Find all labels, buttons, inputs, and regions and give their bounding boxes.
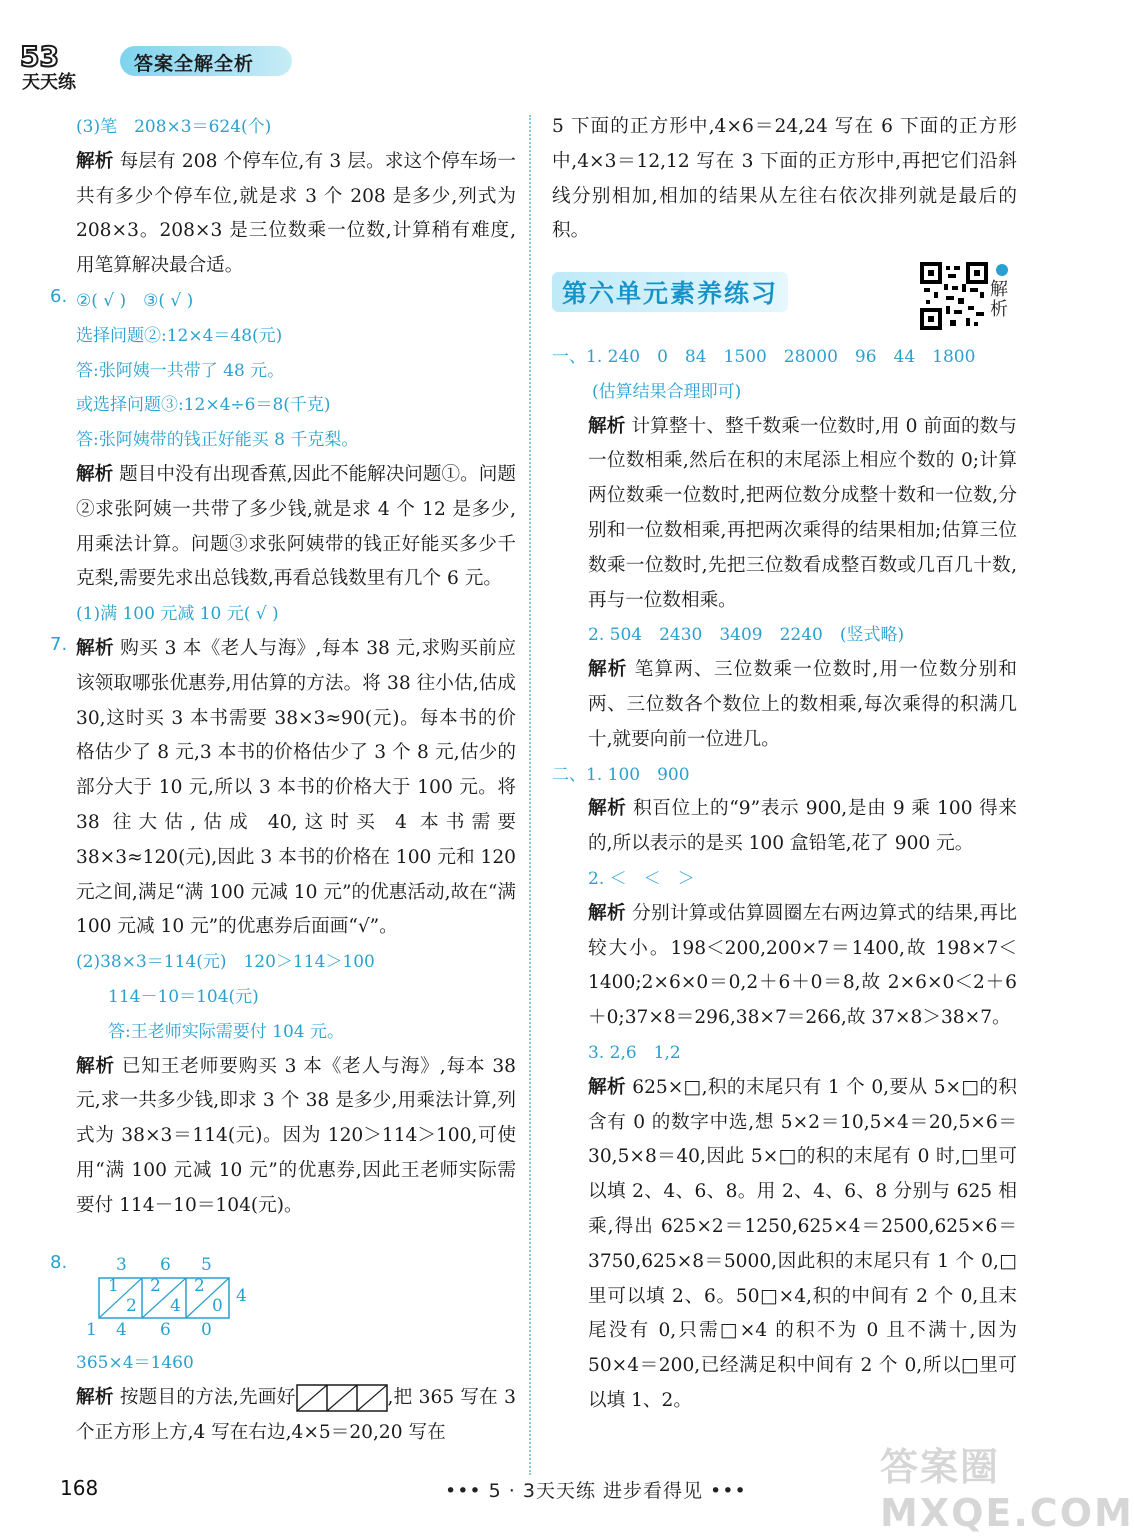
- analysis-label: 解析: [76, 637, 114, 659]
- lattice-cell-digit: 4: [170, 1296, 181, 1316]
- analysis-text: 按题目的方法,先画好: [119, 1386, 296, 1408]
- answer-line: (估算结果合理即可): [592, 381, 742, 402]
- lattice-bottom-digit: 4: [116, 1320, 127, 1340]
- lattice-cell-digit: 1: [108, 1276, 119, 1296]
- q8-block: [76, 1346, 516, 1450]
- lattice-cell-digit: 0: [212, 1296, 223, 1316]
- unit-answers: [552, 340, 1017, 1419]
- analysis-label: 解析: [588, 902, 626, 924]
- analysis-text: 笔算两、三位数乘一位数时,用一位数分别和两、三位数各个数位上的数相乘,每次乘得的积满几十,就要向前一位进几。: [588, 659, 1017, 750]
- watermark: 答案圈 MXQE.COM: [880, 1445, 1134, 1535]
- answer-line: 2. ＜ ＜ ＞: [588, 868, 695, 889]
- lattice-right-digit: 4: [236, 1286, 247, 1306]
- analysis-text: ,把 365 写在 3 个正方形上方,4 写在右边,4×5＝20,20 写在: [76, 1386, 516, 1443]
- analysis-paragraph: [76, 632, 516, 945]
- answer-line: (2)38×3＝114(元) 120＞114＞100: [76, 952, 375, 973]
- s1-body: [552, 410, 1017, 758]
- lattice-bottom-digit: 6: [160, 1320, 171, 1340]
- analysis-text: 625×□,积的末尾只有 1 个 0,要从 5×□的积含有 0 的数字中选,想 5×2＝10,5×4＝20,5×6＝30,5×8＝40,因此 5×□的积的末尾有 0 时,□里可以填 2、4、6、8。用 2、4、6、8 分别与 625 相乘,得出 625×2＝1250,625×4＝2500,625×6＝3750,625×8＝5000,因此积的末尾只有 1 个 0,□里可以填 2、6。50□×4,积的中间有 2 个 0,且末尾没有 0,只需□×4 的积不为 0 且不满十,因为 50×4＝200,已经满足积中间有 2 个 0,所以□里可以填 1、2。: [588, 1076, 1017, 1411]
- question-number: 8.: [50, 1252, 68, 1273]
- answer-line: [76, 284, 516, 319]
- analysis-label: 解析: [588, 1076, 626, 1098]
- lattice-top-digit: 5: [201, 1255, 212, 1275]
- analysis-paragraph: [588, 1071, 1017, 1419]
- play-icon: [996, 264, 1008, 276]
- s1-answer: 240 0 84 1500 28000 96 44 1800: [607, 347, 976, 367]
- answer-line: 选择问题②:12×4＝48(元): [76, 325, 283, 346]
- answer-line: 3. 2,6 1,2: [588, 1042, 681, 1063]
- analysis-text: 每层有 208 个停车位,有 3 层。求这个停车场一共有多少个停车位,就是求 3 个 208 是多少,列式为 208×3。208×3 是三位数乘一位数,计算稍有难度,用笔算解决最合适。: [76, 150, 516, 277]
- qr-code-icon[interactable]: [920, 262, 988, 330]
- analysis-text: 已知王老师要购买 3 本《老人与海》,每本 38 元,求一共多少钱,即求 3 个 38 是多少,用乘法计算,列式为 38×3＝114(元)。因为 120＞114＞100,可使用“满 100 元减 10 元”的优惠券,因此王老师实际需要付 114－10＝104(元)。: [76, 1055, 516, 1216]
- analysis-paragraph: [588, 653, 1017, 757]
- analysis-paragraph: [76, 1381, 516, 1451]
- answer-line: 答:张阿姨带的钱正好能买 8 千克梨。: [76, 430, 359, 451]
- analysis-label: 解析: [588, 798, 627, 820]
- answer-line: 答:张阿姨一共带了 48 元。: [76, 360, 285, 381]
- answer-line: (1)满 100 元减 10 元( √ ): [76, 604, 279, 625]
- analysis-label: 解析: [588, 659, 628, 681]
- answer-line: 答:王老师实际需要付 104 元。: [108, 1021, 344, 1042]
- analysis-paragraph: [588, 897, 1017, 1036]
- answer-line: [552, 758, 1017, 793]
- right-column: [552, 110, 1017, 249]
- analysis-paragraph: [76, 1050, 516, 1224]
- qr-label: 解析: [990, 279, 1008, 320]
- header-title: 答案全解全析: [134, 53, 255, 75]
- analysis-text: 计算整十、整千数乘一位数时,用 0 前面的数与一位数相乘,然后在积的末尾添上相应个数的 0;计算两位数乘一位数时,把两位数分成整十数和一位数,分别和一位数相乘,再把两次乘得的结果相加;估算三位数乘一位数时,先把三位数看成整百数或几百几十数,再与一位数相乘。: [588, 415, 1017, 611]
- section-number: 二、1.: [552, 764, 603, 785]
- answer-line: 365×4＝1460: [76, 1353, 194, 1373]
- unit-title-banner: [552, 272, 792, 316]
- analysis-label: 解析: [76, 463, 114, 485]
- analysis-label: 解析: [588, 415, 626, 437]
- analysis-text: 积百位上的“9”表示 900,是由 9 乘 100 得来的,所以表示的是买 100 盒铅笔,花了 900 元。: [588, 798, 1017, 855]
- left-column: [76, 110, 516, 1224]
- lattice-bottom-digit: 0: [201, 1320, 212, 1340]
- svg-text:53: 53: [20, 40, 59, 73]
- analysis-paragraph: [588, 792, 1017, 862]
- header-title-pill: [120, 46, 292, 76]
- analysis-text: 题目中没有出现香蕉,因此不能解决问题①。问题②求张阿姨一共带了多少钱,就是求 4 个 12 是多少,用乘法计算。问题③求张阿姨带的钱正好能买多少千克梨,需要先求出总钱数,再看总钱数里有几个 6 元。: [76, 463, 516, 590]
- analysis-paragraph: [76, 458, 516, 597]
- answer-line: 2. 504 2430 3409 2240 (竖式略): [588, 625, 905, 646]
- svg-text:天天练: 天天练: [22, 72, 76, 93]
- s2-answer: 100 900: [607, 764, 690, 785]
- analysis-label: 解析: [76, 1055, 115, 1077]
- s2-body: [552, 792, 1017, 1418]
- analysis-paragraph: [76, 145, 516, 284]
- question-number: 7.: [50, 634, 68, 655]
- logo-icon: [18, 38, 100, 93]
- answer-line: (3)笔 208×3＝624(个): [76, 117, 272, 137]
- lattice-top-digit: 3: [116, 1255, 127, 1275]
- unit-title: 第六单元素养练习: [562, 279, 779, 308]
- question-number: 6.: [50, 286, 68, 307]
- answer-line: 或选择问题③:12×4÷6＝8(千克): [76, 395, 331, 416]
- answer-line: [552, 340, 1017, 375]
- analysis-label: 解析: [76, 1386, 114, 1408]
- lattice-cell-digit: 2: [150, 1276, 161, 1296]
- continued-paragraph: 5 下面的正方形中,4×6＝24,24 写在 6 下面的正方形中,4×3＝12,12 写在 3 下面的正方形中,再把它们沿斜线分别相加,相加的结果从左往右依次排列就是最后的积。: [552, 116, 1017, 242]
- lattice-cell-digit: 2: [126, 1296, 137, 1316]
- analysis-paragraph: [588, 410, 1017, 619]
- section-number: 一、1.: [552, 347, 603, 367]
- analysis-text: 分别计算或估算圆圈左右两边算式的结果,再比较大小。198＜200,200×7＝1400,故 198×7＜1400;2×6×0＝0,2＋6＋0＝8,故 2×6×0＜2＋6＋0;37×8＝296,38×7＝266,故 37×8＞38×7。: [588, 902, 1017, 1029]
- lattice-sketch-icon: [296, 1384, 388, 1412]
- analysis-label: 解析: [76, 150, 114, 172]
- footer-slogan: ••• 5 · 3天天练 进步看得见 •••: [445, 1480, 747, 1502]
- column-divider: [529, 115, 531, 1475]
- page-number: 168: [60, 1476, 99, 1500]
- answer-line: 114－10＝104(元): [108, 986, 259, 1007]
- lattice-cell-digit: 2: [194, 1276, 205, 1296]
- lattice-bottom-digit: 1: [86, 1320, 97, 1340]
- lattice-top-digit: 6: [160, 1255, 171, 1275]
- analysis-text: 购买 3 本《老人与海》,每本 38 元,求购买前应该领取哪张优惠券,用估算的方法。将 38 往小估,估成 30,这时买 3 本书需要 38×3≈90(元)。每本书的价格估少了 8 元,3 本书的价格估少了 3 个 8 元,估少的部分大于 10 元,所以 3 本书的价格大于 100 元。将 38 往大估,估成 40,这时买 4 本书需要 38×3≈120(元),因此 3 本书的价格在 100 元和 120 元之间,满足“满 100 元减 10 元”的优惠活动,故在“满 100 元减 10 元”的优惠券后面画“√”。: [76, 637, 516, 938]
- q6-answer: ②( √ ) ③( √ ): [76, 290, 194, 311]
